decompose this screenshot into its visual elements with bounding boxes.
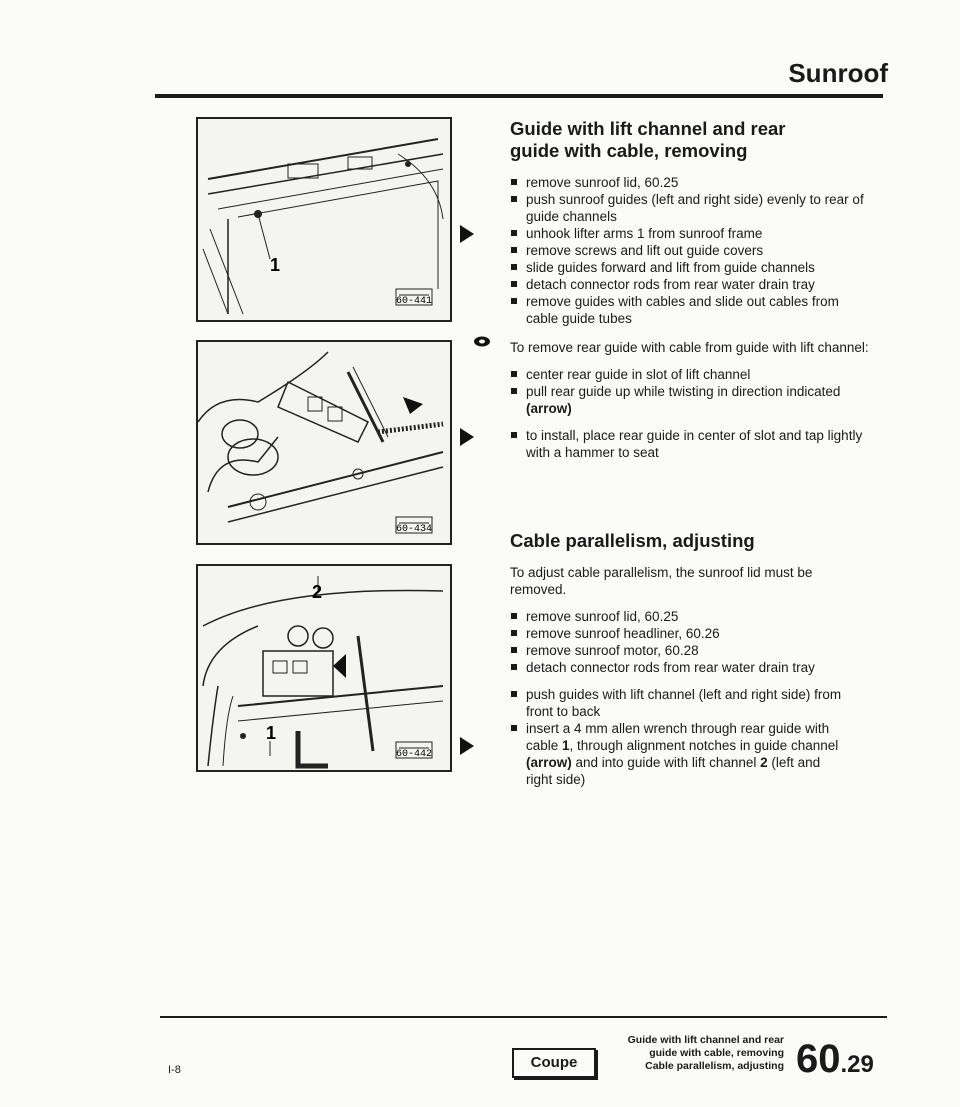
step-item: remove sunroof lid, 60.25 — [510, 608, 850, 625]
figure-cable-parallelism-drawing — [198, 566, 450, 770]
step-item: slide guides forward and lift from guide channels — [510, 259, 870, 276]
footer-description: Guide with lift channel and rear guide with cable, removing Cable parallelism, adjusting — [627, 1034, 784, 1072]
page-number: 60.29 — [796, 1037, 874, 1081]
section-cable-parallelism — [510, 530, 870, 552]
figure-pointer-arrow — [460, 225, 474, 243]
figure-cable-parallelism — [196, 564, 452, 772]
step-item: detach connector rods from rear water drain tray — [510, 659, 850, 676]
step-item: detach connector rods from rear water drain tray — [510, 276, 870, 293]
part-label-1: 1 — [266, 723, 277, 743]
step-item: push guides with lift channel (left and right side) from front to back — [510, 686, 850, 720]
hint-icon — [473, 335, 491, 348]
section-intro: To adjust cable parallelism, the sunroof lid must be removed. — [510, 565, 813, 597]
arrow-reference: (arrow) — [526, 401, 572, 416]
step-item: to install, place rear guide in center of slot and tap lightly with a hammer to seat — [510, 427, 870, 461]
figure-lifter-arm — [196, 117, 452, 322]
step-item: remove sunroof motor, 60.28 — [510, 642, 850, 659]
footer-rule — [160, 1016, 887, 1018]
figure-lifter-arm-drawing — [198, 119, 450, 320]
model-badge: Coupe — [512, 1048, 596, 1078]
part-label-1: 1 — [270, 255, 281, 275]
page-title: Sunroof — [788, 58, 888, 88]
figure-pointer-arrow — [460, 428, 474, 446]
step-item: remove sunroof lid, 60.25 — [510, 174, 870, 191]
figure-rear-guide — [196, 340, 452, 545]
step-item: unhook lifter arms 1 from sunroof frame — [510, 225, 870, 242]
step-item: pull rear guide up while twisting in direction indicated (arrow) — [510, 383, 870, 417]
figure-id: 60-442 — [395, 749, 433, 760]
procedure-note: To remove rear guide with cable from guide with lift channel: — [510, 340, 869, 355]
figure-pointer-arrow — [460, 737, 474, 755]
arrow-reference: (arrow) — [526, 755, 572, 770]
step-item: insert a 4 mm allen wrench through rear guide with cable 1, through alignment notches in guide channel (arrow) and into guide with lift channel 2 (left and right side) — [510, 720, 850, 788]
header-rule — [155, 94, 883, 98]
part-label-2: 2 — [312, 582, 323, 602]
section-cable-parallelism-body — [510, 564, 850, 788]
figure-id: 60-441 — [395, 296, 433, 307]
step-item: push sunroof guides (left and right side) evenly to rear of guide channels — [510, 191, 870, 225]
section-guide-removing — [510, 118, 870, 162]
step-item: center rear guide in slot of lift channel — [510, 366, 870, 383]
section-guide-removing-body — [510, 174, 870, 461]
section-title: Guide with lift channel and rear guide with cable, removing — [510, 118, 786, 161]
figure-rear-guide-drawing — [198, 342, 450, 543]
page-id: I-8 — [168, 1064, 181, 1076]
step-item: remove guides with cables and slide out cables from cable guide tubes — [510, 293, 870, 327]
section-title: Cable parallelism, adjusting — [510, 530, 755, 551]
step-item: remove screws and lift out guide covers — [510, 242, 870, 259]
step-item: remove sunroof headliner, 60.26 — [510, 625, 850, 642]
figure-id: 60-434 — [395, 524, 433, 535]
